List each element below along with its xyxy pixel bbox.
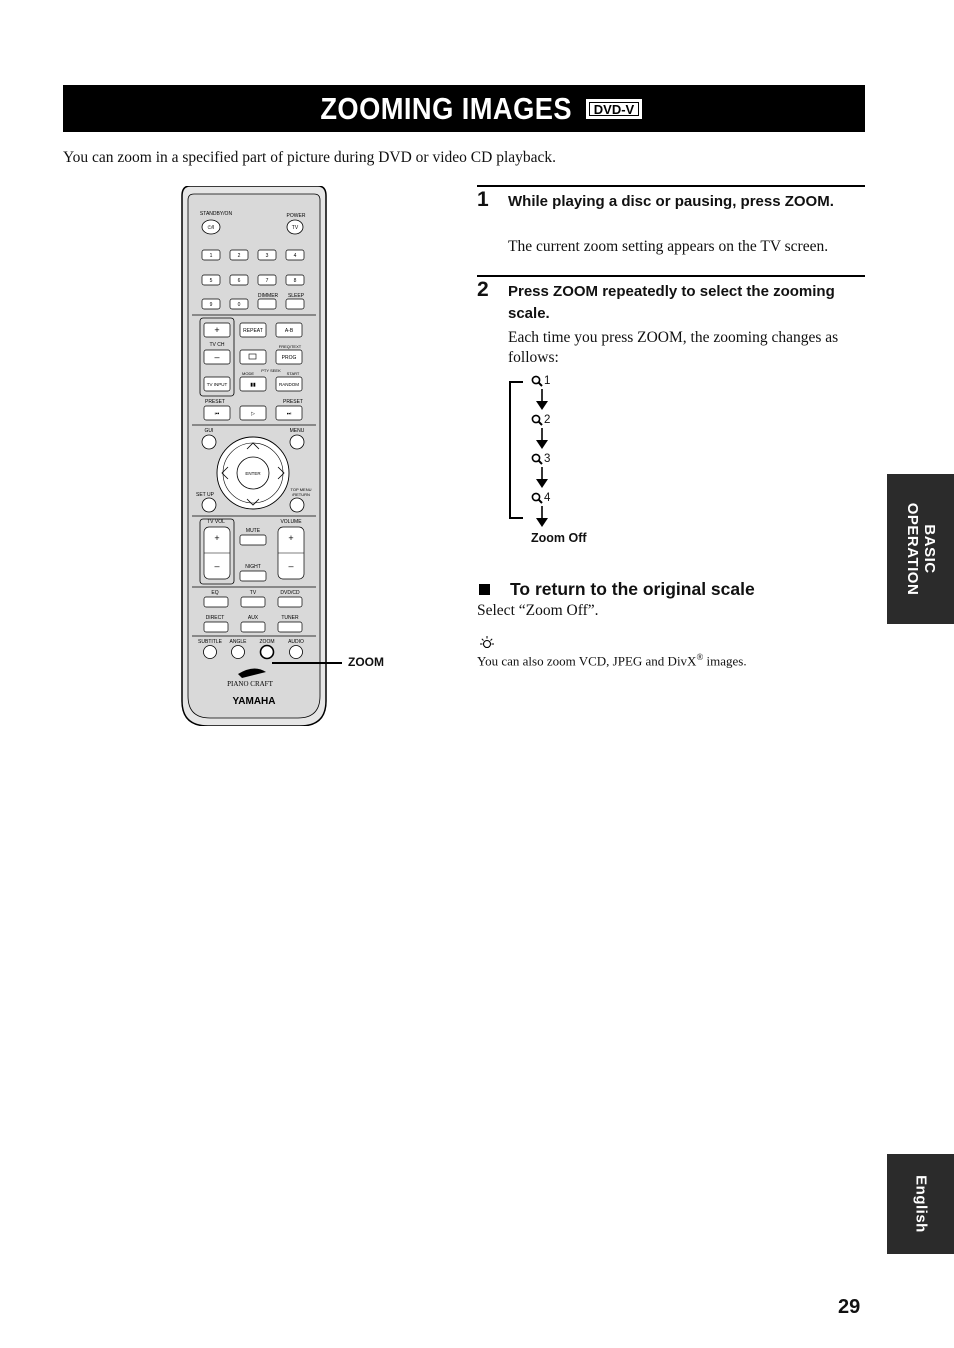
svg-text:/RETURN: /RETURN (292, 492, 310, 497)
svg-text:TUNER: TUNER (281, 615, 299, 621)
svg-text:A-B: A-B (284, 328, 294, 334)
magnifier-icon (531, 453, 543, 465)
svg-text:NIGHT: NIGHT (245, 564, 261, 570)
svg-text:ENTER: ENTER (245, 471, 261, 476)
svg-text:TV INPUT: TV INPUT (206, 382, 228, 387)
svg-text:MUTE: MUTE (245, 528, 261, 534)
step-1-title: While playing a disc or pausing, press ZOOM. (508, 193, 834, 210)
step-2-body: Each time you press ZOOM, the zooming changes as follows: (508, 329, 839, 366)
step-2-title: Press ZOOM repeatedly to select the zooming scale. (508, 283, 835, 322)
step-2-number: 2 (477, 278, 489, 301)
svg-text:9: 9 (209, 302, 213, 308)
zoom-level-1: 1 (531, 373, 550, 389)
svg-text:⏭: ⏭ (286, 411, 292, 417)
magnifier-icon (531, 414, 543, 426)
svg-text:+: + (288, 533, 294, 543)
svg-text:VOLUME: VOLUME (280, 519, 302, 525)
svg-text:FREQ/TEXT: FREQ/TEXT (278, 344, 302, 349)
svg-text:SUBTITLE: SUBTITLE (198, 639, 222, 645)
subsection-body: Select “Zoom Off”. (477, 602, 599, 619)
svg-text:4: 4 (293, 253, 297, 259)
svg-text:▮▮: ▮▮ (250, 382, 256, 388)
svg-text:PROG: PROG (281, 355, 297, 361)
svg-text:2: 2 (237, 253, 241, 259)
zoom-level-4: 4 (531, 490, 550, 506)
svg-text:DIRECT: DIRECT (205, 615, 225, 621)
down-arrow-icon (535, 506, 549, 528)
svg-text:DVD/CD: DVD/CD (280, 590, 300, 596)
remote-label-tv: TV (291, 225, 299, 231)
svg-text:MENU: MENU (289, 428, 305, 434)
svg-text:–: – (288, 561, 294, 571)
section-tab-basic-operation: BASIC OPERATION (887, 474, 954, 624)
zoom-level-3: 3 (531, 451, 550, 467)
language-tab-english: English (887, 1154, 954, 1254)
svg-text:MODE: MODE (242, 371, 254, 376)
svg-text:SLEEP: SLEEP (287, 293, 305, 299)
svg-text:0: 0 (237, 302, 241, 308)
svg-text:RANDOM: RANDOM (279, 382, 299, 387)
remote-control-illustration (180, 186, 328, 726)
brand-logo: YAMAHA (232, 696, 276, 707)
down-arrow-icon (535, 389, 549, 411)
square-bullet-icon (479, 584, 490, 595)
svg-text:ZOOM: ZOOM (259, 639, 275, 645)
svg-text:1: 1 (209, 253, 213, 259)
svg-text:3: 3 (265, 253, 269, 259)
svg-text:+: + (214, 325, 220, 335)
lightbulb-tip-icon (477, 634, 497, 654)
page-title-bar (63, 85, 865, 132)
svg-text:PRESET: PRESET (204, 399, 226, 405)
svg-text:–: – (214, 352, 220, 362)
svg-text:PTY SEEK: PTY SEEK (261, 368, 281, 373)
svg-text:8: 8 (293, 278, 297, 284)
zoom-callout-label: ZOOM (348, 655, 384, 669)
page-title: ZOOMING IMAGES (320, 90, 572, 126)
svg-text:+: + (214, 533, 220, 543)
svg-text:GUI: GUI (204, 428, 214, 434)
svg-text:PRESET: PRESET (282, 399, 304, 405)
svg-text:⏻/I: ⏻/I (207, 225, 215, 231)
svg-text:▷: ▷ (251, 411, 255, 417)
sequence-loop-line (509, 381, 511, 519)
svg-text:START: START (286, 371, 300, 376)
step-1-body: The current zoom setting appears on the TV screen. (508, 238, 829, 255)
zoom-sequence-diagram (509, 370, 629, 550)
svg-text:–: – (214, 561, 220, 571)
svg-text:TV: TV (249, 590, 257, 596)
svg-text:7: 7 (265, 278, 269, 284)
remote-label-power: POWER (286, 213, 306, 219)
svg-text:TV CH: TV CH (209, 342, 225, 348)
svg-text:REPEAT: REPEAT (243, 328, 263, 334)
svg-text:EQ: EQ (211, 590, 219, 596)
zoom-callout-line (272, 662, 342, 664)
svg-text:AUX: AUX (247, 615, 259, 621)
step-2 (477, 275, 865, 365)
svg-text:⏮: ⏮ (214, 411, 220, 417)
down-arrow-icon (535, 428, 549, 450)
step-1 (477, 185, 865, 265)
subsection-heading (477, 579, 755, 600)
svg-text:SET UP: SET UP (196, 492, 214, 498)
page-number: 29 (838, 1296, 861, 1318)
magnifier-icon (531, 375, 543, 387)
zoom-off-label: Zoom Off (531, 531, 587, 545)
remote-control-drawing (180, 186, 328, 726)
intro-text: You can zoom in a specified part of picture during DVD or video CD playback. (63, 149, 557, 166)
svg-text:6: 6 (237, 278, 241, 284)
tip-text: You can also zoom VCD, JPEG and DivX® images. (477, 652, 747, 669)
down-arrow-icon (535, 467, 549, 489)
subsection-title: To return to the original scale (510, 579, 755, 599)
svg-text:ANGLE: ANGLE (229, 639, 247, 645)
magnifier-icon (531, 492, 543, 504)
svg-text:DIMMER: DIMMER (257, 293, 279, 299)
step-1-number: 1 (477, 188, 489, 211)
svg-text:TV VOL: TV VOL (207, 519, 225, 525)
disc-type-badge: DVD-V (586, 99, 642, 119)
remote-label-standby: STANDBY/ON (199, 211, 233, 217)
svg-text:TOP MENU: TOP MENU (290, 487, 312, 492)
svg-text:5: 5 (209, 278, 213, 284)
svg-text:AUDIO: AUDIO (288, 639, 304, 645)
zoom-level-2: 2 (531, 412, 550, 428)
svg-text:PIANO CRAFT: PIANO CRAFT (227, 680, 273, 688)
